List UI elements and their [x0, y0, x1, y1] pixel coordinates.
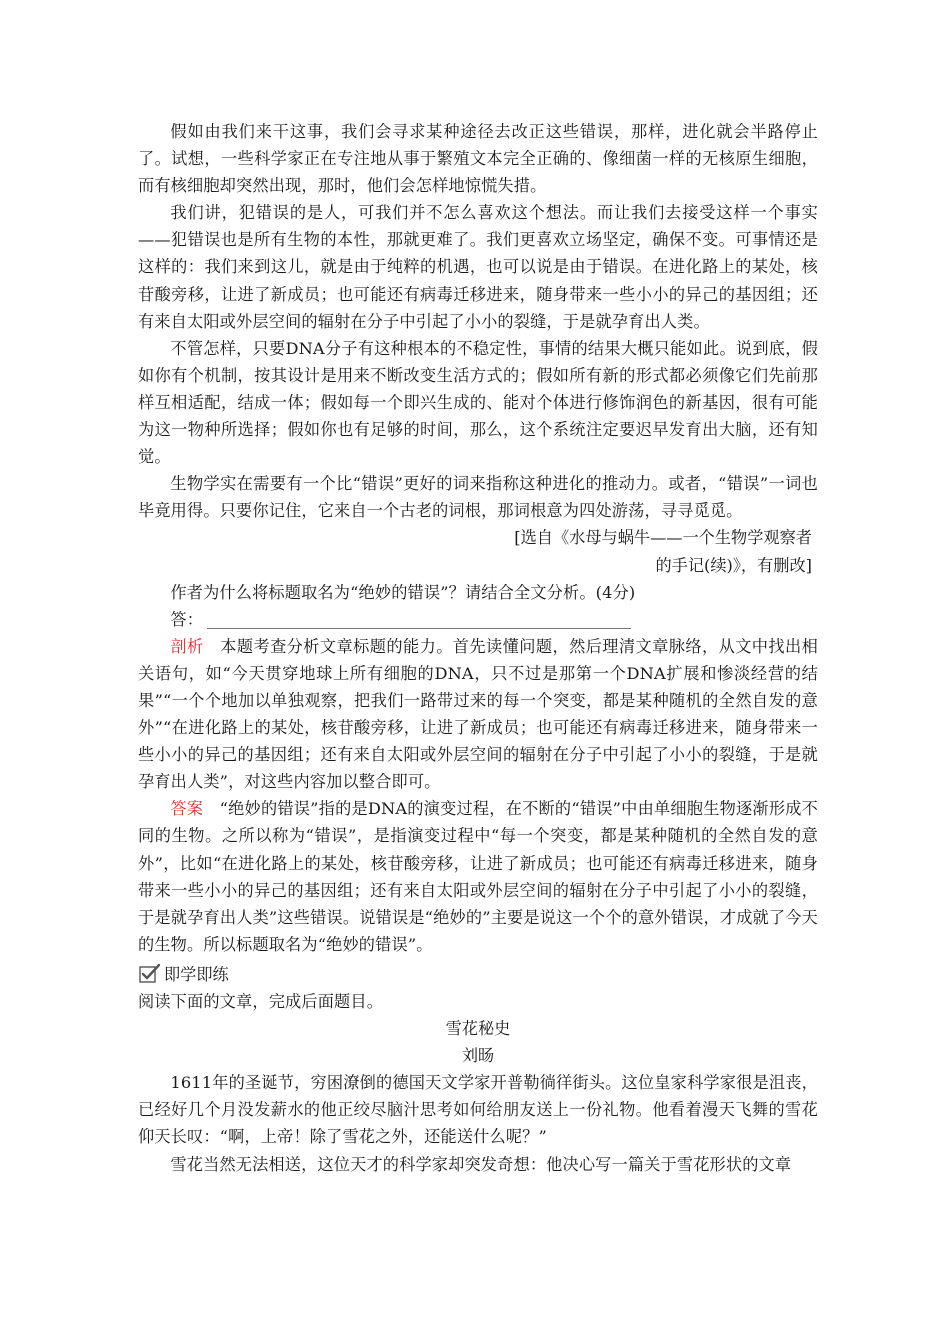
answer-text: “绝妙的错误”指的是DNA的演变过程，在不断的“错误”中由单细胞生物逐渐形成不同的生物。之所以称为“错误”，是指演变过程中“每一个突变，都是某种随机的全然自发的意外”，比如“在进化路上的某处，核苷酸旁移，让进了新成员；也可能还有病毒迁移进来，随身带来一些小小的异己的基因组；还有来自太阳或外层空间的辐射在分子中引起了小小的裂缝，于是就孕育出人类”这些错误。说错误是“绝妙的”主要是说这一个个的意外错误，才成就了今天的生物。所以标题取名为“绝妙的错误”。 — [138, 799, 818, 954]
document-page — [138, 118, 818, 1178]
answer-row — [138, 606, 818, 633]
passage-paragraph-4: 生物学实在需要有一个比“错误”更好的词来指称这种进化的推动力。或者，“错误”一词也毕竟用得。只要你记住，它来自一个古老的词根，那词根意为四处游荡，寻寻觅觅。 — [138, 474, 818, 521]
article-title: 雪花秘史 — [445, 1019, 511, 1039]
answer-block — [138, 795, 818, 958]
analysis-block — [138, 633, 818, 796]
analysis-text: 本题考查分析文章标题的能力。首先读懂问题，然后理清文章脉络，从文中找出相关语句，如“今天贯穿地球上所有细胞的DNA，只不过是那第一个DNA扩展和惨淡经营的结果”“一个个地加以单独观察，把我们一路带过来的每一个突变，都是某种随机的全然自发的意外”“在进化路上的某处，核苷酸旁移，让进了新成员；也可能还有病毒迁移进来，随身带来一些小小的异己的基因组；还有来自太阳或外层空间的辐射在分子中引起了小小的裂缝，于是就孕育出人类”，对这些内容加以整合即可。 — [138, 636, 818, 792]
analysis-label: 剖析 — [170, 636, 204, 656]
practice-instruction: 阅读下面的文章，完成后面题目。 — [138, 992, 384, 1011]
article-paragraph-1: 1611年的圣诞节，穷困潦倒的德国天文学家开普勒徜徉街头。这位皇家科学家很是沮丧，已经好几个月没发薪水的他正绞尽脑汁思考如何给朋友送上一份礼物。他看着漫天飞舞的雪花仰天长叹：“啊，上帝！除了雪花之外，还能送什么呢？” — [138, 1073, 818, 1147]
checkbox-pencil-icon — [138, 962, 162, 986]
passage-paragraph-3: 不管怎样，只要DNA分子有这种根本的不稳定性，事情的结果大概只能如此。说到底，假如你有个机制，按其设计是用来不断改变生活方式的；假如所有新的形式都必须像它们先前那样互相适配，结成一体；假如每一个即兴生成的、能对个体进行修饰润色的新基因，很有可能为这一物种所选择；假如你也有足够的时间，那么，这个系统注定要迟早发育出大脑，还有知觉。 — [138, 338, 818, 467]
passage-paragraph-1: 假如由我们来干这事，我们会寻求某种途径去改正这些错误，那样，进化就会半路停止了。试想，一些科学家正在专注地从事于繁殖文本完全正确的、像细菌一样的无核原生细胞，而有核细胞却突然出现，那时，他们会怎样地惊慌失措。 — [138, 122, 818, 196]
answer-blank-line[interactable] — [207, 612, 631, 629]
article-author: 刘旸 — [461, 1046, 495, 1066]
practice-heading-text: 即学即练 — [164, 964, 229, 984]
question-text: 作者为什么将标题取名为“绝妙的错误”？请结合全文分析。(4分) — [170, 582, 636, 602]
practice-heading — [138, 961, 818, 988]
source-citation-line-1: [选自《水母与蜗牛——一个生物学观察者 — [514, 528, 812, 548]
source-citation-line-2: 的手记(续)》，有删改] — [655, 555, 812, 575]
answer-tag-label: 答案 — [170, 799, 204, 819]
passage-paragraph-2: 我们讲，犯错误的是人，可我们并不怎么喜欢这个想法。而让我们去接受这样一个事实——犯错误也是所有生物的本性，那就更难了。我们更喜欢立场坚定，确保不变。可事情还是这样的：我们来到这儿，就是由于纯粹的机遇，也可以说是由于错误。在进化路上的某处，核苷酸旁移，让进了新成员；也可能还有病毒迁移进来，随身带来一些小小的异己的基因组；还有来自太阳或外层空间的辐射在分子中引起了小小的裂缝，于是就孕育出人类。 — [138, 203, 818, 331]
answer-label: 答： — [170, 609, 204, 629]
article-paragraph-2: 雪花当然无法相送，这位天才的科学家却突发奇想：他决心写一篇关于雪花形状的文章 — [170, 1154, 792, 1174]
